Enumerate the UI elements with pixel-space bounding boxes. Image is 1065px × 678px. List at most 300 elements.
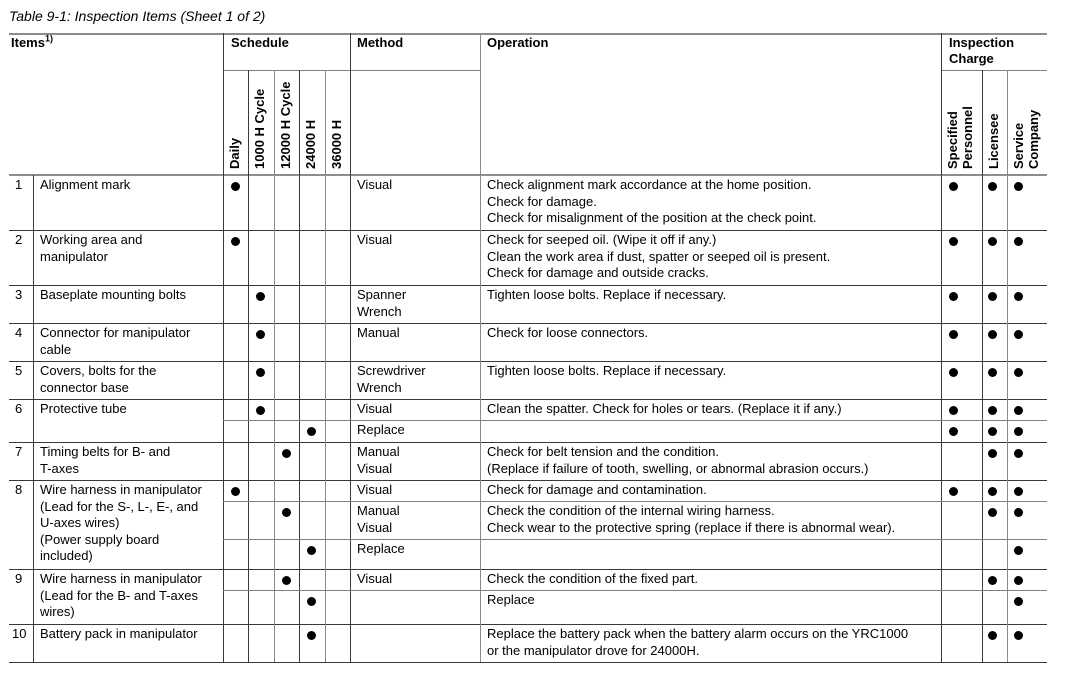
column-divider bbox=[325, 399, 326, 442]
item-name bbox=[40, 444, 170, 477]
operation-cell bbox=[487, 401, 842, 418]
item-name bbox=[40, 177, 130, 194]
inspection-charge-dot bbox=[1014, 449, 1023, 458]
method-line: Visual bbox=[357, 401, 393, 416]
column-divider bbox=[325, 70, 326, 175]
item-name bbox=[40, 232, 142, 265]
method-line: Visual bbox=[357, 177, 393, 192]
column-divider bbox=[941, 230, 942, 285]
schedule-mark-dot bbox=[307, 546, 316, 555]
column-divider bbox=[248, 399, 249, 442]
inspection-charge-dot bbox=[1014, 631, 1023, 640]
column-divider bbox=[223, 399, 224, 442]
item-name bbox=[40, 363, 156, 396]
schedule-column-header: 1000 H Cycle bbox=[252, 88, 267, 169]
operation-cell bbox=[487, 626, 908, 659]
column-divider bbox=[33, 285, 34, 323]
column-divider bbox=[248, 361, 249, 399]
row-divider bbox=[9, 285, 1047, 286]
schedule-column-header: Daily bbox=[227, 137, 242, 169]
row-divider bbox=[9, 230, 1047, 231]
row-divider bbox=[223, 539, 1047, 540]
method-cell bbox=[357, 325, 400, 342]
column-divider bbox=[941, 175, 942, 230]
column-divider bbox=[325, 175, 326, 230]
inspection-charge-dot bbox=[949, 487, 958, 496]
item-number: 6 bbox=[15, 401, 23, 416]
schedule-mark-dot bbox=[307, 631, 316, 640]
row-divider bbox=[9, 323, 1047, 324]
column-divider bbox=[480, 569, 481, 624]
column-divider bbox=[325, 624, 326, 662]
column-divider bbox=[325, 361, 326, 399]
item-number: 1 bbox=[15, 177, 23, 192]
operation-line: Tighten loose bolts. Replace if necessary. bbox=[487, 287, 727, 302]
item-name bbox=[40, 401, 127, 418]
column-divider bbox=[350, 323, 351, 361]
inspection-charge-dot bbox=[1014, 576, 1023, 585]
column-divider bbox=[350, 285, 351, 323]
column-divider bbox=[248, 624, 249, 662]
inspection-charge-dot bbox=[988, 449, 997, 458]
column-divider bbox=[941, 33, 942, 175]
footnote-marker: 1) bbox=[44, 33, 53, 44]
schedule-mark-dot bbox=[256, 368, 265, 377]
inspection-charge-dot bbox=[988, 406, 997, 415]
item-name-line: Wire harness in manipulator bbox=[40, 482, 202, 497]
operation-cell bbox=[487, 287, 726, 304]
inspection-charge-dot bbox=[988, 487, 997, 496]
column-divider bbox=[1007, 323, 1008, 361]
column-divider bbox=[299, 285, 300, 323]
operation-line: Check for seeped oil. (Wipe it off if any.) bbox=[487, 232, 717, 247]
row-divider bbox=[9, 480, 1047, 481]
column-divider bbox=[1007, 399, 1008, 442]
row-divider bbox=[941, 70, 1047, 71]
column-divider bbox=[350, 480, 351, 569]
operation-line: or the manipulator drove for 24000H. bbox=[487, 642, 700, 658]
column-divider bbox=[350, 624, 351, 662]
inspection-charge-dot bbox=[1014, 406, 1023, 415]
column-divider bbox=[248, 480, 249, 569]
method-line: Replace bbox=[357, 541, 405, 556]
column-divider bbox=[982, 230, 983, 285]
row-divider bbox=[223, 501, 1047, 502]
inspection-charge-dot bbox=[988, 576, 997, 585]
column-divider bbox=[480, 285, 481, 323]
item-name-line: Alignment mark bbox=[40, 177, 131, 192]
column-divider bbox=[33, 230, 34, 285]
operation-line: Clean the spatter. Check for holes or tears. (Replace it if any.) bbox=[487, 401, 842, 416]
column-divider bbox=[350, 230, 351, 285]
column-divider bbox=[223, 230, 224, 285]
item-name-line: cable bbox=[40, 341, 72, 357]
inspection-charge-dot bbox=[1014, 237, 1023, 246]
column-divider bbox=[982, 70, 983, 175]
column-divider bbox=[223, 361, 224, 399]
inspection-charge-dot bbox=[1014, 368, 1023, 377]
row-divider bbox=[9, 399, 1047, 400]
column-divider bbox=[33, 175, 34, 230]
row-divider bbox=[9, 624, 1047, 625]
schedule-mark-dot bbox=[231, 237, 240, 246]
column-divider bbox=[480, 33, 481, 175]
column-divider bbox=[223, 624, 224, 662]
column-divider bbox=[480, 442, 481, 480]
column-divider bbox=[274, 70, 275, 175]
column-divider bbox=[299, 230, 300, 285]
column-divider bbox=[223, 569, 224, 624]
operation-line: Check for damage. bbox=[487, 193, 597, 209]
method-line: Visual bbox=[357, 482, 393, 497]
item-number: 5 bbox=[15, 363, 23, 378]
operation-cell bbox=[487, 325, 648, 342]
inspection-charge-dot bbox=[949, 406, 958, 415]
column-divider bbox=[33, 480, 34, 569]
column-divider bbox=[33, 569, 34, 624]
item-name-line: Connector for manipulator bbox=[40, 325, 191, 340]
item-name-line: (Lead for the B- and T-axes bbox=[40, 587, 199, 603]
item-name-line: (Lead for the S-, L-, E-, and bbox=[40, 498, 199, 514]
item-name-line: (Power supply board bbox=[40, 531, 160, 547]
inspection-charge-dot bbox=[1014, 330, 1023, 339]
column-divider bbox=[325, 569, 326, 624]
column-divider bbox=[299, 442, 300, 480]
column-divider bbox=[274, 175, 275, 230]
method-cell bbox=[357, 177, 392, 194]
inspection-charge-dot bbox=[988, 368, 997, 377]
column-divider bbox=[350, 361, 351, 399]
header-items-label: Items bbox=[11, 35, 45, 50]
column-divider bbox=[274, 442, 275, 480]
row-divider bbox=[223, 70, 480, 71]
item-name bbox=[40, 571, 202, 621]
item-name-line: T-axes bbox=[40, 460, 80, 476]
column-divider bbox=[223, 442, 224, 480]
column-divider bbox=[941, 480, 942, 569]
operation-line: Check alignment mark accordance at the home position. bbox=[487, 177, 812, 192]
operation-line: Check for loose connectors. bbox=[487, 325, 649, 340]
row-divider bbox=[9, 361, 1047, 362]
charge-column-header bbox=[986, 113, 1001, 169]
item-name bbox=[40, 482, 202, 565]
column-divider bbox=[33, 624, 34, 662]
operation-line: Clean the work area if dust, spatter or seeped oil is present. bbox=[487, 248, 831, 264]
column-divider bbox=[325, 480, 326, 569]
column-divider bbox=[1007, 230, 1008, 285]
column-divider bbox=[248, 285, 249, 323]
schedule-mark-dot bbox=[256, 330, 265, 339]
method-cell bbox=[357, 232, 392, 249]
column-divider bbox=[248, 230, 249, 285]
column-divider bbox=[1007, 361, 1008, 399]
item-number: 4 bbox=[15, 325, 23, 340]
column-divider bbox=[1007, 442, 1008, 480]
operation-line: Check for damage and outside cracks. bbox=[487, 265, 709, 280]
charge-column-header-line: Specified bbox=[945, 111, 960, 169]
operation-line: Replace bbox=[487, 592, 535, 607]
method-line: Visual bbox=[357, 232, 393, 247]
column-divider bbox=[274, 361, 275, 399]
column-divider bbox=[982, 323, 983, 361]
method-cell bbox=[357, 287, 406, 320]
operation-line: Tighten loose bolts. Replace if necessary. bbox=[487, 363, 727, 378]
column-divider bbox=[274, 480, 275, 569]
column-divider bbox=[480, 175, 481, 230]
column-divider bbox=[480, 624, 481, 662]
operation-line: Check for belt tension and the condition. bbox=[487, 444, 719, 459]
column-divider bbox=[223, 480, 224, 569]
method-line: Visual bbox=[357, 571, 393, 586]
inspection-charge-dot bbox=[988, 427, 997, 436]
schedule-mark-dot bbox=[282, 508, 291, 517]
item-name-line: included) bbox=[40, 548, 93, 563]
item-name-line: Baseplate mounting bolts bbox=[40, 287, 186, 302]
column-divider bbox=[480, 361, 481, 399]
column-divider bbox=[325, 323, 326, 361]
operation-line: Check for damage and contamination. bbox=[487, 482, 707, 497]
row-divider bbox=[223, 420, 1047, 421]
column-divider bbox=[941, 323, 942, 361]
column-divider bbox=[1007, 285, 1008, 323]
operation-line: Check wear to the protective spring (replace if there is abnormal wear). bbox=[487, 519, 896, 535]
method-cell bbox=[357, 422, 405, 439]
column-divider bbox=[982, 569, 983, 624]
header-inspection-charge bbox=[949, 35, 1014, 67]
operation-line: Check for misalignment of the position at the check point. bbox=[487, 210, 817, 225]
charge-column-header bbox=[945, 106, 975, 169]
column-divider bbox=[982, 175, 983, 230]
item-number: 3 bbox=[15, 287, 23, 302]
column-divider bbox=[325, 285, 326, 323]
operation-cell bbox=[487, 503, 895, 536]
column-divider bbox=[33, 361, 34, 399]
header-method: Method bbox=[357, 35, 404, 50]
column-divider bbox=[223, 285, 224, 323]
schedule-mark-dot bbox=[231, 487, 240, 496]
column-divider bbox=[350, 442, 351, 480]
column-divider bbox=[299, 175, 300, 230]
charge-column-header bbox=[1011, 110, 1041, 169]
item-name-line: Covers, bolts for the bbox=[40, 363, 157, 378]
column-divider bbox=[1007, 624, 1008, 662]
header-operation: Operation bbox=[487, 35, 549, 50]
item-name-line: manipulator bbox=[40, 248, 108, 264]
item-name-line: Protective tube bbox=[40, 401, 127, 416]
item-name bbox=[40, 325, 190, 358]
item-name bbox=[40, 287, 186, 304]
schedule-column-header: 24000 H bbox=[303, 119, 318, 169]
item-name-line: Battery pack in manipulator bbox=[40, 626, 198, 641]
inspection-charge-dot bbox=[1014, 487, 1023, 496]
column-divider bbox=[223, 175, 224, 230]
column-divider bbox=[350, 175, 351, 230]
method-line: Visual bbox=[357, 519, 393, 535]
column-divider bbox=[299, 323, 300, 361]
column-divider bbox=[350, 569, 351, 624]
column-divider bbox=[941, 285, 942, 323]
method-cell bbox=[357, 444, 400, 477]
item-name-line: wires) bbox=[40, 604, 75, 619]
schedule-mark-dot bbox=[282, 449, 291, 458]
header-inspection-charge-line: Charge bbox=[949, 51, 994, 66]
column-divider bbox=[982, 361, 983, 399]
column-divider bbox=[33, 399, 34, 442]
schedule-column-header: 12000 H Cycle bbox=[278, 81, 293, 169]
item-name bbox=[40, 626, 198, 643]
charge-column-header-line: Company bbox=[1026, 109, 1041, 169]
method-line: Manual bbox=[357, 325, 400, 340]
column-divider bbox=[223, 33, 224, 175]
column-divider bbox=[941, 361, 942, 399]
column-divider bbox=[33, 442, 34, 480]
column-divider bbox=[1007, 175, 1008, 230]
method-cell bbox=[357, 401, 392, 418]
method-cell bbox=[357, 363, 426, 396]
item-number: 8 bbox=[15, 482, 23, 497]
inspection-charge-dot bbox=[988, 330, 997, 339]
column-divider bbox=[350, 399, 351, 442]
operation-line: (Replace if failure of tooth, swelling, or abnormal abrasion occurs.) bbox=[487, 460, 869, 476]
column-divider bbox=[941, 569, 942, 624]
inspection-charge-dot bbox=[1014, 546, 1023, 555]
item-number: 10 bbox=[12, 626, 27, 641]
item-number: 7 bbox=[15, 444, 23, 459]
method-cell bbox=[357, 571, 392, 588]
column-divider bbox=[1007, 480, 1008, 569]
column-divider bbox=[248, 70, 249, 175]
operation-cell bbox=[487, 482, 707, 499]
column-divider bbox=[274, 230, 275, 285]
item-name-line: connector base bbox=[40, 379, 129, 395]
charge-column-header-line: Personnel bbox=[960, 106, 975, 169]
schedule-mark-dot bbox=[231, 182, 240, 191]
column-divider bbox=[299, 70, 300, 175]
operation-cell bbox=[487, 363, 726, 380]
inspection-charge-dot bbox=[988, 292, 997, 301]
header-schedule: Schedule bbox=[231, 35, 289, 50]
operation-cell bbox=[487, 444, 869, 477]
column-divider bbox=[299, 361, 300, 399]
column-divider bbox=[248, 323, 249, 361]
column-divider bbox=[982, 624, 983, 662]
column-divider bbox=[248, 569, 249, 624]
method-line: Visual bbox=[357, 460, 393, 476]
operation-line: Check the condition of the fixed part. bbox=[487, 571, 699, 586]
inspection-charge-dot bbox=[949, 330, 958, 339]
column-divider bbox=[299, 480, 300, 569]
column-divider bbox=[274, 285, 275, 323]
item-name-line: Timing belts for B- and bbox=[40, 444, 171, 459]
item-number: 9 bbox=[15, 571, 23, 586]
column-divider bbox=[982, 285, 983, 323]
schedule-mark-dot bbox=[307, 427, 316, 436]
operation-cell bbox=[487, 232, 830, 282]
schedule-mark-dot bbox=[282, 576, 291, 585]
column-divider bbox=[941, 442, 942, 480]
method-line: Spanner bbox=[357, 287, 407, 302]
column-divider bbox=[223, 323, 224, 361]
item-number: 2 bbox=[15, 232, 23, 247]
inspection-charge-dot bbox=[988, 182, 997, 191]
inspection-charge-dot bbox=[988, 631, 997, 640]
schedule-mark-dot bbox=[256, 406, 265, 415]
header-inspection-charge-line: Inspection bbox=[949, 35, 1015, 50]
inspection-charge-dot bbox=[988, 237, 997, 246]
item-name-line: U-axes wires) bbox=[40, 515, 120, 530]
column-divider bbox=[299, 569, 300, 624]
column-divider bbox=[982, 480, 983, 569]
schedule-mark-dot bbox=[256, 292, 265, 301]
operation-cell bbox=[487, 177, 817, 227]
column-divider bbox=[274, 569, 275, 624]
operation-line: Replace the battery pack when the battery alarm occurs on the YRC1000 bbox=[487, 626, 909, 641]
column-divider bbox=[480, 323, 481, 361]
row-divider bbox=[9, 33, 1047, 35]
charge-column-header-line: Service bbox=[1011, 122, 1026, 169]
method-line: Screwdriver bbox=[357, 363, 426, 378]
schedule-mark-dot bbox=[307, 597, 316, 606]
inspection-charge-dot bbox=[949, 292, 958, 301]
inspection-charge-dot bbox=[1014, 508, 1023, 517]
method-line: Replace bbox=[357, 422, 405, 437]
column-divider bbox=[274, 323, 275, 361]
column-divider bbox=[299, 624, 300, 662]
column-divider bbox=[1007, 70, 1008, 175]
charge-column-header-line: Licensee bbox=[986, 113, 1001, 169]
inspection-charge-dot bbox=[949, 368, 958, 377]
method-line: Wrench bbox=[357, 303, 402, 319]
inspection-charge-dot bbox=[988, 508, 997, 517]
header-items bbox=[11, 35, 53, 51]
column-divider bbox=[350, 33, 351, 175]
column-divider bbox=[941, 624, 942, 662]
row-divider bbox=[9, 174, 1047, 176]
method-cell bbox=[357, 503, 400, 536]
inspection-charge-dot bbox=[949, 237, 958, 246]
column-divider bbox=[480, 399, 481, 442]
row-divider bbox=[9, 662, 1047, 663]
row-divider bbox=[223, 590, 1047, 591]
column-divider bbox=[33, 323, 34, 361]
item-name-line: Wire harness in manipulator bbox=[40, 571, 202, 586]
column-divider bbox=[480, 230, 481, 285]
method-cell bbox=[357, 482, 392, 499]
inspection-charge-dot bbox=[1014, 597, 1023, 606]
inspection-charge-dot bbox=[1014, 182, 1023, 191]
column-divider bbox=[982, 442, 983, 480]
method-line: Wrench bbox=[357, 379, 402, 395]
item-name-line: Working area and bbox=[40, 232, 143, 247]
column-divider bbox=[1007, 569, 1008, 624]
method-cell bbox=[357, 541, 405, 558]
row-divider bbox=[9, 569, 1047, 570]
operation-line: Check the condition of the internal wiring harness. bbox=[487, 503, 775, 518]
schedule-column-header: 36000 H bbox=[329, 119, 344, 169]
method-line: Manual bbox=[357, 503, 400, 518]
table-caption: Table 9-1: Inspection Items (Sheet 1 of 2) bbox=[9, 8, 266, 24]
column-divider bbox=[941, 399, 942, 442]
column-divider bbox=[480, 480, 481, 569]
column-divider bbox=[248, 175, 249, 230]
column-divider bbox=[274, 399, 275, 442]
method-line: Manual bbox=[357, 444, 400, 459]
column-divider bbox=[299, 399, 300, 442]
column-divider bbox=[325, 230, 326, 285]
inspection-charge-dot bbox=[1014, 292, 1023, 301]
row-divider bbox=[9, 442, 1047, 443]
column-divider bbox=[274, 624, 275, 662]
